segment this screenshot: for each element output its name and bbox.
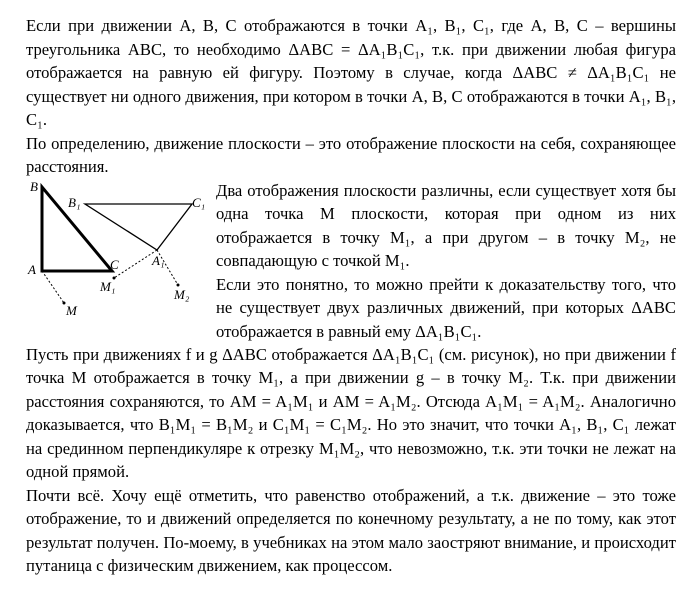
triangle-figure bbox=[26, 179, 216, 343]
paragraph-intro: Если при движении A, B, C отображаются в точки A₁, B₁, C₁, где A, B, C – вершины треугольника ABC, то необходимо ΔABC = ΔA₁B₁C₁, т.к. при движении любая фигура отображается на равную ей фигуру. Поэтому в случае, когда ΔABC ≠ ΔA₁B₁C₁ не существует ни одного движения, при котором в точки A, B, C отображаются в точки A₁, B₁, C₁. bbox=[26, 16, 676, 129]
paragraph-conclusion: Почти всё. Хочу ещё отметить, что равенство отображений, а т.к. движение – это тоже отображение, то и движений определяется по конечному результату, а не по тому, как этот результат получен. По-моему, в учебниках на этом мало заостряют внимание, и происходит путаница с физическим движением, как процессом. bbox=[26, 485, 676, 575]
label-a: A bbox=[28, 261, 36, 277]
segment-am bbox=[42, 271, 64, 303]
label-c1: C₁ bbox=[192, 194, 206, 210]
triangle-a1b1c1 bbox=[85, 204, 192, 250]
label-a1: A₁ bbox=[152, 252, 165, 268]
label-b: B bbox=[30, 178, 38, 194]
label-b1: B₁ bbox=[68, 194, 81, 210]
triangle-diagram bbox=[26, 179, 216, 343]
label-c: C bbox=[110, 256, 119, 272]
label-m1: M₁ bbox=[100, 278, 116, 294]
figure-block bbox=[26, 179, 676, 343]
label-m: M bbox=[66, 302, 77, 318]
paragraph-definition: По определению, движение плоскости – это отображение плоскости на себя, сохраняющее расстояния. bbox=[26, 133, 676, 176]
paragraph-distinct-mappings: Два отображения плоскости различны, если существует хотя бы одна точка M плоскости, которая при одном из них отображается в точку M₁, а при другом – в точку M₂, не совпадающую с точкой M₁. bbox=[216, 180, 676, 270]
document-page bbox=[26, 14, 676, 578]
paragraph-proof-intro: Если это понятно, то можно прейти к доказательству того, что не существует двух различных движений, при которых ΔABC отображается в равный ему ΔA₁B₁C₁. bbox=[216, 274, 676, 341]
side-text-column bbox=[216, 179, 676, 344]
segment-a1m1 bbox=[114, 250, 157, 278]
paragraph-proof: Пусть при движениях f и g ΔABC отображается ΔA₁B₁C₁ (см. рисунок), но при движении f точка M отображается в точку M₁, а при движении g – в точку M₂. Т.к. при движении расстояния сохраняются, то AM = A₁M₁ и AM = A₁M₂. Отсюда A₁M₁ = A₁M₂. Аналогично доказывается, что B₁M₁ = B₁M₂ и C₁M₁ = C₁M₂. Но это значит, что точки A₁, B₁, C₁ лежат на срединном перпендикуляре к отрезку M₁M₂, что невозможно, т.к. эти точки не лежат на одной прямой. bbox=[26, 344, 676, 481]
label-m2: M₂ bbox=[174, 286, 190, 302]
